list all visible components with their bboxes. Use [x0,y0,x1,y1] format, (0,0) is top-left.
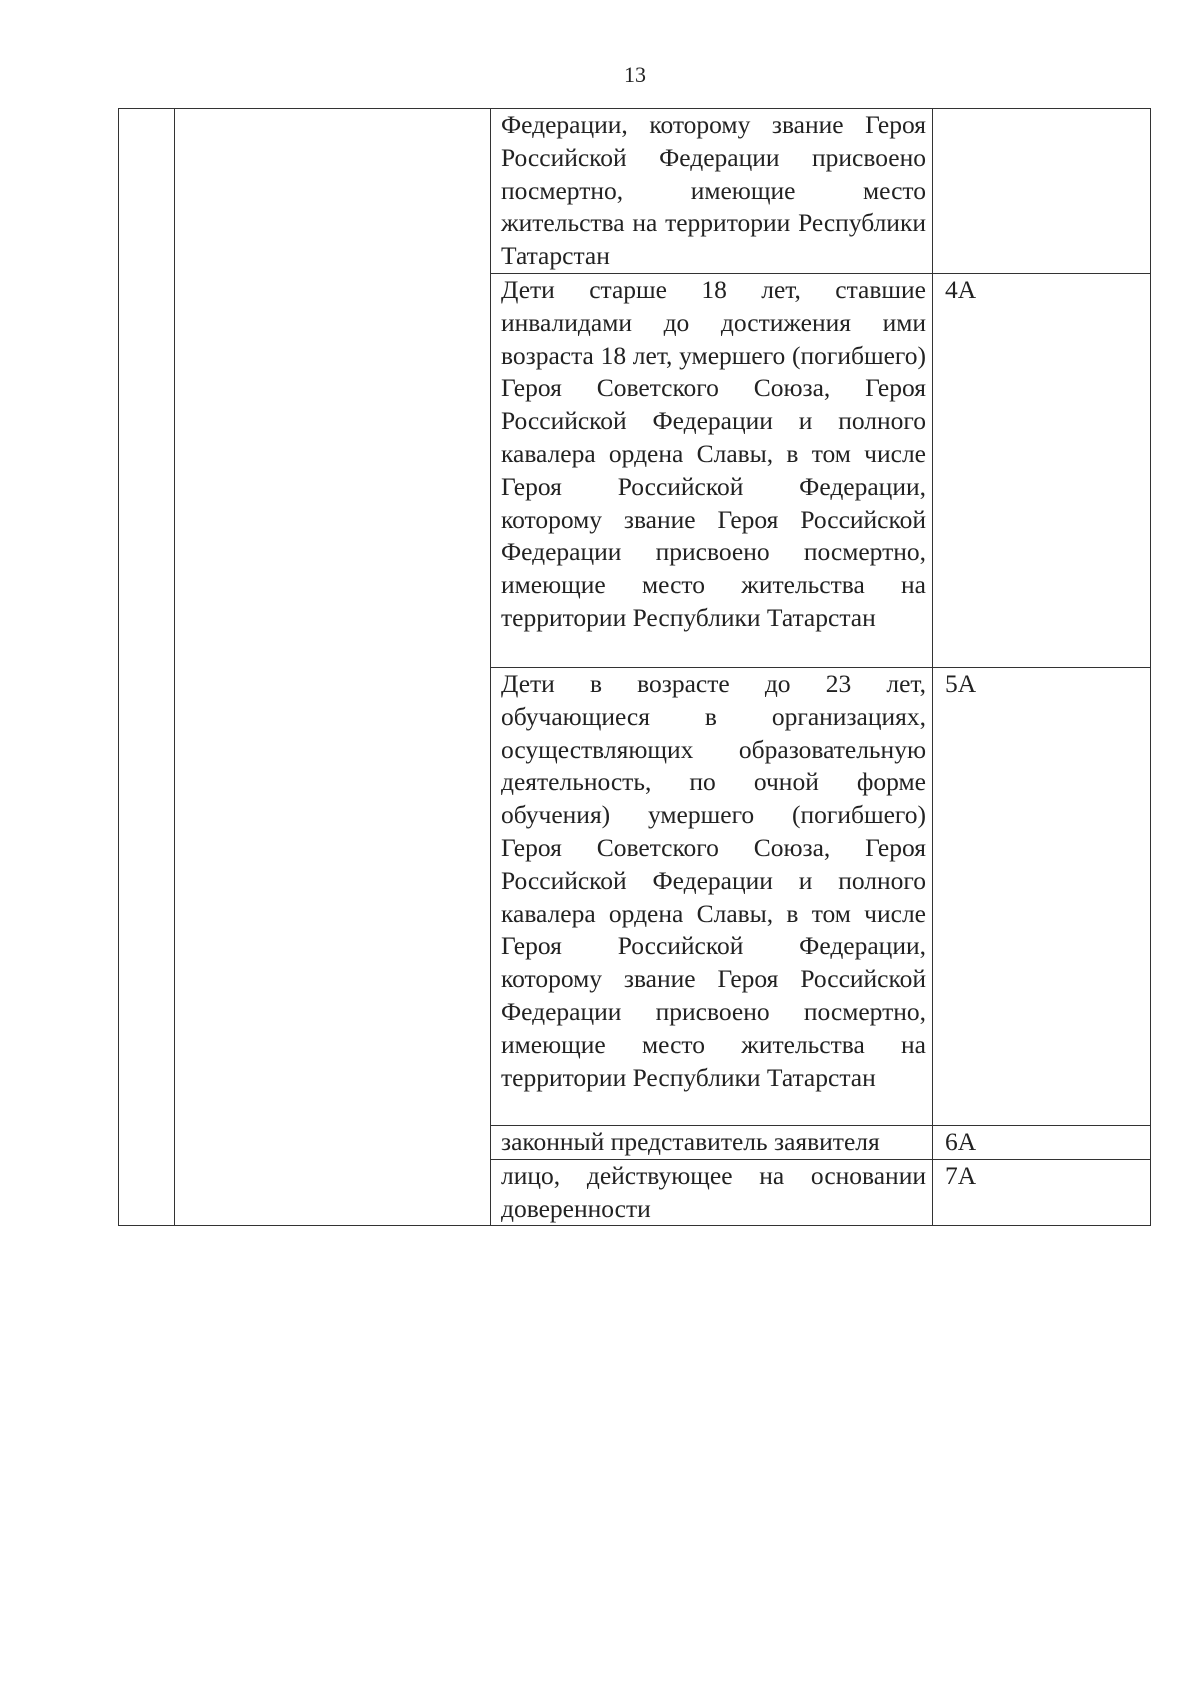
category-cell [491,668,933,1126]
category-code: 6А [945,1127,977,1156]
category-text: Дети старше 18 лет, ставшие инвалидами до достижения ими возраста 18 лет, умершего (погибшего) Героя Советского Союза, Героя Российской Федерации и полного кавалера ордена Славы, в том числе Героя Российской Федерации, которому звание Героя Российской Федерации присвоено посмертно, имеющие место жительства на территории Республики Татарстан [501,275,926,632]
category-cell [491,1126,933,1160]
code-cell [933,1159,1151,1226]
category-cell [491,1159,933,1226]
category-text: лицо, действующее на основании доверенности [501,1160,926,1223]
applicant-categories-table [118,108,1151,1226]
code-cell [933,1126,1151,1160]
code-cell [933,274,1151,668]
service-cell [175,109,491,1226]
category-code: 5А [945,669,977,698]
code-cell [933,668,1151,1126]
code-cell [933,109,1151,274]
category-text: законный представитель заявителя [501,1127,880,1156]
category-code: 4А [945,275,977,304]
category-code: 7А [945,1160,977,1190]
number-cell [119,109,175,1226]
category-text: Дети в возрасте до 23 лет, обучающиеся в организациях, осуществляющих образовательную деятельность, по очной форме обучения) умершего (погибшего) Героя Советского Союза, Героя Российской Федерации и полного кавалера ордена Славы, в том числе Героя Российской Федерации, которому звание Героя Российской Федерации присвоено посмертно, имеющие место жительства на территории Республики Татарстан [501,669,926,1092]
category-cell [491,109,933,274]
category-text: Федерации, которому звание Героя Российской Федерации присвоено посмертно, имеющие место жительства на территории Республики Татарстан [501,110,926,271]
page-number: 13 [624,62,646,87]
table-row [119,109,1151,274]
category-cell [491,274,933,668]
